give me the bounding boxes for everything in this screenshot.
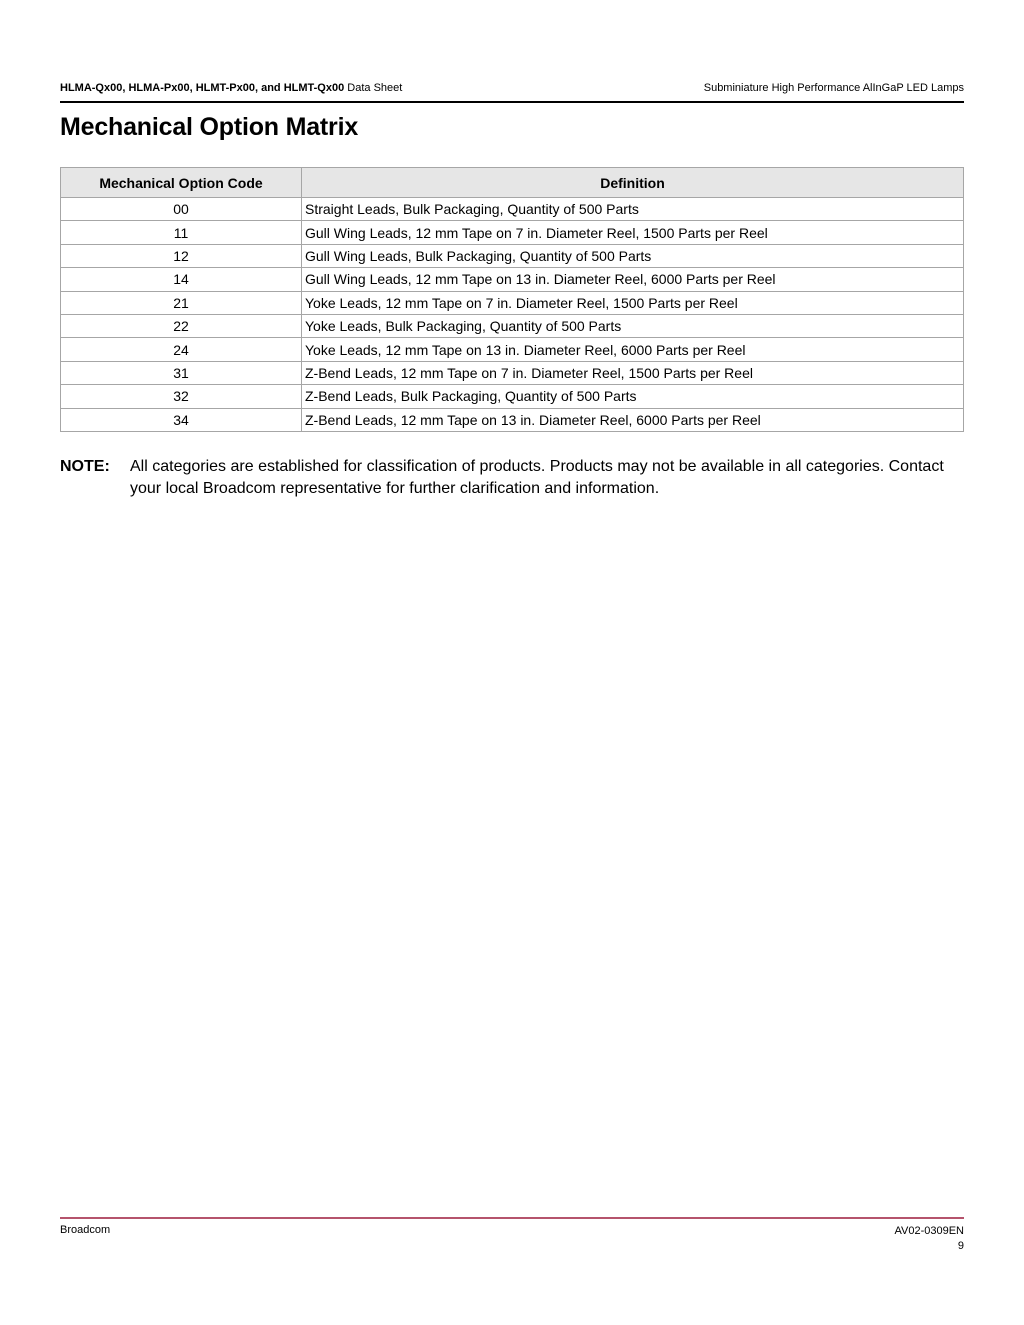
note-text: All categories are established for classification of products. Products may not be available in all categories. Contact your local Broadcom representative for further clarification and information. bbox=[130, 458, 944, 497]
option-definition: Z-Bend Leads, 12 mm Tape on 13 in. Diameter Reel, 6000 Parts per Reel bbox=[302, 408, 964, 431]
table-row bbox=[61, 198, 964, 221]
option-definition: Yoke Leads, Bulk Packaging, Quantity of 500 Parts bbox=[302, 314, 964, 337]
table-row bbox=[61, 268, 964, 291]
table-row bbox=[61, 361, 964, 384]
header-doc-type: Data Sheet bbox=[347, 82, 403, 94]
option-code: 31 bbox=[61, 361, 302, 384]
option-definition: Z-Bend Leads, Bulk Packaging, Quantity of 500 Parts bbox=[302, 385, 964, 408]
column-header-definition: Definition bbox=[302, 168, 964, 198]
option-code: 11 bbox=[61, 221, 302, 244]
header-divider bbox=[60, 101, 964, 103]
table-row bbox=[61, 221, 964, 244]
note-block bbox=[60, 456, 964, 500]
column-header-code: Mechanical Option Code bbox=[61, 168, 302, 198]
header-left bbox=[60, 82, 402, 94]
option-definition: Yoke Leads, 12 mm Tape on 7 in. Diameter Reel, 1500 Parts per Reel bbox=[302, 291, 964, 314]
option-code: 21 bbox=[61, 291, 302, 314]
header-product: Subminiature High Performance AlInGaP LED Lamps bbox=[703, 82, 964, 94]
page-title: Mechanical Option Matrix bbox=[60, 113, 359, 141]
header-part-numbers: HLMA-Qx00, HLMA-Px00, HLMT-Px00, and HLMT-Qx00 bbox=[60, 82, 345, 94]
option-definition: Gull Wing Leads, 12 mm Tape on 13 in. Diameter Reel, 6000 Parts per Reel bbox=[302, 268, 964, 291]
note-label: NOTE: bbox=[60, 458, 110, 475]
option-code: 34 bbox=[61, 408, 302, 431]
option-definition: Yoke Leads, 12 mm Tape on 13 in. Diameter Reel, 6000 Parts per Reel bbox=[302, 338, 964, 361]
option-code: 00 bbox=[61, 198, 302, 221]
footer-divider bbox=[60, 1217, 964, 1219]
footer-page-number: 9 bbox=[957, 1240, 964, 1252]
option-code: 12 bbox=[61, 244, 302, 267]
table-header-row bbox=[61, 168, 964, 198]
footer-doc-number: AV02-0309EN bbox=[894, 1225, 964, 1237]
table-row bbox=[61, 338, 964, 361]
page-header bbox=[60, 80, 964, 100]
option-definition: Gull Wing Leads, 12 mm Tape on 7 in. Diameter Reel, 1500 Parts per Reel bbox=[302, 221, 964, 244]
table-row bbox=[61, 385, 964, 408]
option-definition: Z-Bend Leads, 12 mm Tape on 7 in. Diameter Reel, 1500 Parts per Reel bbox=[302, 361, 964, 384]
option-code: 14 bbox=[61, 268, 302, 291]
option-code: 32 bbox=[61, 385, 302, 408]
table-row bbox=[61, 408, 964, 431]
footer-right bbox=[894, 1224, 964, 1254]
table-row bbox=[61, 244, 964, 267]
option-definition: Straight Leads, Bulk Packaging, Quantity of 500 Parts bbox=[302, 198, 964, 221]
table-row bbox=[61, 314, 964, 337]
option-definition: Gull Wing Leads, Bulk Packaging, Quantity of 500 Parts bbox=[302, 244, 964, 267]
option-code: 24 bbox=[61, 338, 302, 361]
table-row bbox=[61, 291, 964, 314]
footer-company: Broadcom bbox=[60, 1224, 111, 1236]
option-code: 22 bbox=[61, 314, 302, 337]
mechanical-option-table bbox=[60, 167, 964, 432]
